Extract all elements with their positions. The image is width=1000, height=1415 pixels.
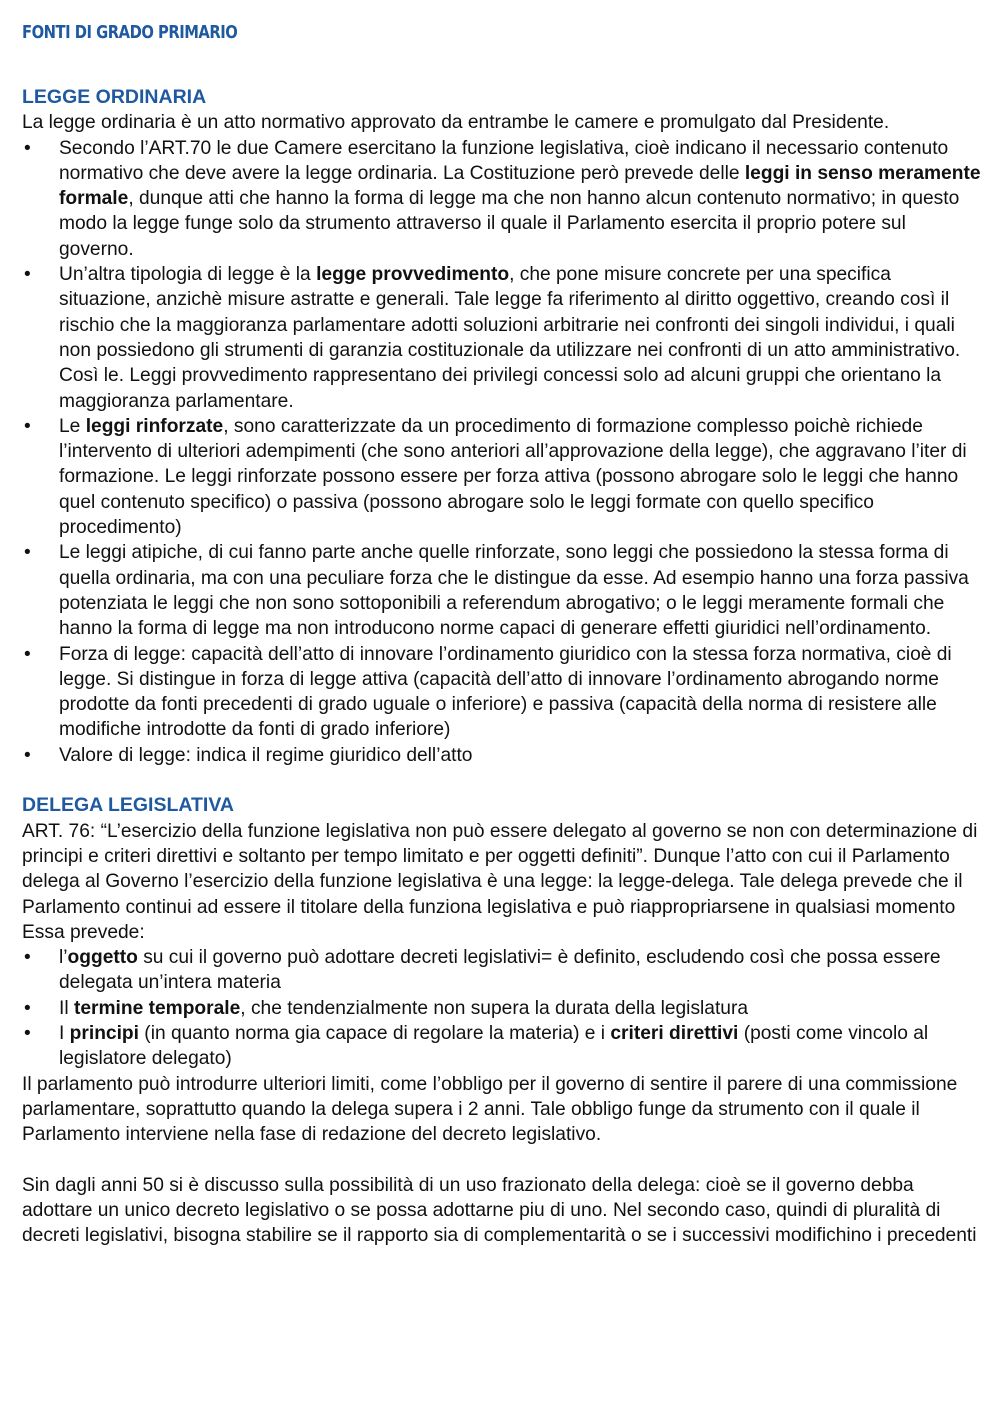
section-delega-legislativa <box>22 793 982 1248</box>
item-text: Valore di legge: indica il regime giuridico dell’atto <box>59 744 473 766</box>
delega-paragraph-limiti: Il parlamento può introdurre ulteriori limiti, come l’obbligo per il governo di sentire il parere di una commissione parlamentare, soprattutto quando la delega supera i 2 anni. Tale obbligo funge da strumento con il quale il Parlamento interviene nella fase di redazione del decreto legislativo. <box>22 1073 958 1146</box>
delega-list <box>22 945 982 1071</box>
bullet-icon: • <box>24 643 31 665</box>
bullet-icon: • <box>24 997 31 1019</box>
legge-ordinaria-intro: La legge ordinaria è un atto normativo approvato da entrambe le camere e promulgato dal Presidente. <box>22 112 890 134</box>
item-text: Le <box>59 415 86 437</box>
delega-paragraph-art76: ART. 76: “L’esercizio della funzione legislativa non può essere delegato al governo se non con determinazione di principi e criteri direttivi e soltanto per tempo limitato e per oggetti definiti”. Dunque l’atto con cui il Parlamento delega al Governo l’esercizio della funzione legislativa è una legge: la legge-delega. Tale delega prevede che il Parlamento continui ad essere il titolare della funziona legislativa e può riappropriarsene in qualsiasi momento <box>22 820 978 918</box>
item-bold-term: leggi in senso meramente formale <box>59 162 981 210</box>
item-text: , che pone misure concrete per una specifica situazione, anzichè misure astratte e generali. Tale legge fa riferimento al diritto oggettivo, creando così il rischio che la maggioranza parlamentare adotti soluzioni arbitrarie nei confronti dei singoli individui, i quali non possiedono gli strumenti di garanzia costituzionale da utilizzare nei confronti di un atto amministrativo. Così le. Leggi provvedimento rappresentano dei privilegi concessi solo ad alcuni gruppi che orientano la maggioranza parlamentare. <box>59 264 961 412</box>
document-content <box>22 85 982 1249</box>
list-item <box>22 540 982 641</box>
section-legge-ordinaria <box>22 85 982 768</box>
item-text: su cui il governo può adottare decreti legislativi= è definito, escludendo così che possa essere delegata un’intera materia <box>59 947 941 994</box>
document-title: FONTI DI GRADO PRIMARIO <box>22 22 238 43</box>
item-text: (in quanto norma gia capace di regolare la materia) e i <box>138 1022 611 1044</box>
item-text: Un’altra tipologia di legge è la <box>59 264 317 286</box>
list-item <box>22 996 982 1021</box>
item-text: Il <box>59 997 74 1019</box>
legge-ordinaria-list <box>22 136 982 768</box>
item-text: I <box>59 1022 70 1044</box>
section-spacer <box>22 768 982 793</box>
paragraph-spacer <box>22 1147 982 1172</box>
bullet-icon: • <box>24 947 31 969</box>
item-bold-term: legge provvedimento <box>316 264 510 286</box>
item-text: Secondo l’ART.70 le due Camere esercitano la funzione legislativa, cioè indicano il necessario contenuto normativo che deve avere la legge ordinaria. La Costituzione però prevede delle <box>59 137 949 184</box>
item-bold-term: principi <box>69 1022 139 1044</box>
bullet-icon: • <box>24 542 31 564</box>
item-text: , dunque atti che hanno la forma di legge ma che non hanno alcun contenuto normativo; in questo modo la legge funge solo da strumento attraverso il quale il Parlamento esercita il proprio potere sul governo. <box>59 188 960 260</box>
item-text: Le leggi atipiche, di cui fanno parte anche quelle rinforzate, sono leggi che possiedono la stessa forma di quella ordinaria, ma con una peculiare forza che le distingue da esse. Ad esempio hanno una forza passiva potenziata le leggi che non sono sottoponibili a referendum abrogativo; o le leggi meramente formali che hanno la forma di legge ma non introducono norme capaci di generare effetti giuridici nell’ordinamento. <box>59 542 969 640</box>
item-bold-term: criteri direttivi <box>610 1022 739 1044</box>
item-text: Forza di legge: capacità dell’atto di innovare l’ordinamento giuridico con la stessa forza normativa, cioè di legge. Si distingue in forza di legge attiva (capacità dell’atto di innovare l’ordinamento abrogando norme prodotte da fonti precedenti di grado uguale o inferiore) e passiva (capacità della norma di resistere alle modifiche introdotte da fonti di grado inferiore) <box>59 643 952 741</box>
item-text: (posti come vincolo al legislatore delegato) <box>59 1022 929 1070</box>
delega-paragraph-frazionato: Sin dagli anni 50 si è discusso sulla possibilità di un uso frazionato della delega: cioè se il governo debba adottare un unico decreto legislativo o se possa adottarne piu di uno. Nel secondo caso, quindi di pluralità di decreti legislativi, bisogna stabilire se il rapporto sia di complementarità o se i successivi modifichino i precedenti <box>22 1174 977 1247</box>
list-item <box>22 262 982 414</box>
item-bold-term: termine temporale <box>73 997 241 1019</box>
list-item <box>22 1021 982 1072</box>
item-text: l’ <box>59 947 68 969</box>
bullet-icon: • <box>24 264 31 286</box>
item-bold-term: leggi rinforzate <box>85 415 224 437</box>
list-item <box>22 945 982 996</box>
bullet-icon: • <box>24 415 31 437</box>
list-item <box>22 743 982 768</box>
bullet-icon: • <box>24 137 31 159</box>
bullet-icon: • <box>24 1022 31 1044</box>
item-text: , che tendenzialmente non supera la durata della legislatura <box>240 997 749 1019</box>
item-bold-term: oggetto <box>67 947 138 969</box>
list-item <box>22 642 982 743</box>
delega-prevede-label: Essa prevede: <box>22 921 145 943</box>
list-item <box>22 136 982 262</box>
section-title-delega-legislativa: DELEGA LEGISLATIVA <box>22 794 234 817</box>
section-title-legge-ordinaria: LEGGE ORDINARIA <box>22 86 207 108</box>
bullet-icon: • <box>24 744 31 766</box>
list-item <box>22 414 982 540</box>
item-text: , sono caratterizzate da un procedimento di formazione complesso poichè richiede l’intervento di ulteriori adempimenti (che sono anteriori all’approvazione della legge), che aggravano l’iter di formazione. Le leggi rinforzate possono essere per forza attiva (possono abrogare solo le leggi che hanno quel contenuto specifico) o passiva (possono abrogare solo le leggi formate con quello specifico procedimento) <box>59 415 967 539</box>
